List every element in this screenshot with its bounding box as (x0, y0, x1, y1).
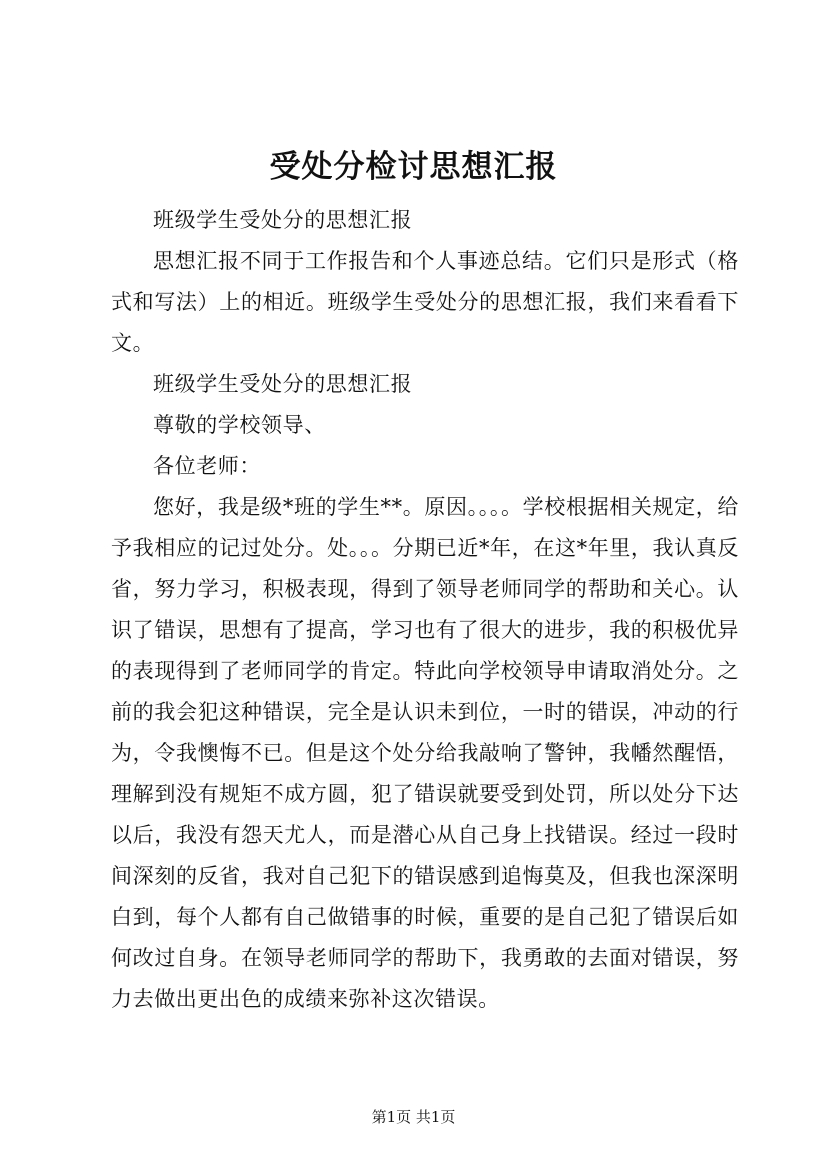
paragraph-salutation-teachers: 各位老师： (153, 454, 261, 478)
paragraph-main-body: 您好，我是级*班的学生**。原因。。。。学校根据相关规定，给予我相应的记过处分。处。。。分期已近*年，在这*年里，我认真反省，努力学习，积极表现，得到了领导老师同学的帮助和关心。认识了错误，思想有了提高，学习也有了很大的进步，我的积极优异的表现得到了老师同学的肯定。特此向学校领导申请取消处分。之前的我会犯这种错误，完全是认识未到位，一时的错误，冲动的行为，令我懊悔不已。但是这个处分给我敲响了警钟，我幡然醒悟，理解到没有规矩不成方圆，犯了错误就要受到处罚，所以处分下达以后，我没有怨天尤人，而是潜心从自己身上找错误。经过一段时间深刻的反省，我对自己犯下的错误感到追悔莫及，但我也深深明白到，每个人都有自己做错事的时候，重要的是自己犯了错误后如何改过自身。在领导老师同学的帮助下，我勇敢的去面对错误，努力去做出更出色的成绩来弥补这次错误。 (111, 495, 739, 1011)
paragraph-subtitle: 班级学生受处分的思想汇报 (153, 208, 413, 232)
document-title: 受处分检讨思想汇报 (269, 149, 558, 185)
paragraph-heading: 班级学生受处分的思想汇报 (153, 372, 413, 396)
page-number-footer: 第1页 共1页 (371, 1108, 456, 1126)
paragraph-salutation: 尊敬的学校领导、 (153, 413, 326, 437)
document-body (111, 200, 739, 1020)
paragraph-intro: 思想汇报不同于工作报告和个人事迹总结。它们只是形式（格式和写法）上的相近。班级学生受处分的思想汇报，我们来看看下文。 (111, 249, 739, 355)
